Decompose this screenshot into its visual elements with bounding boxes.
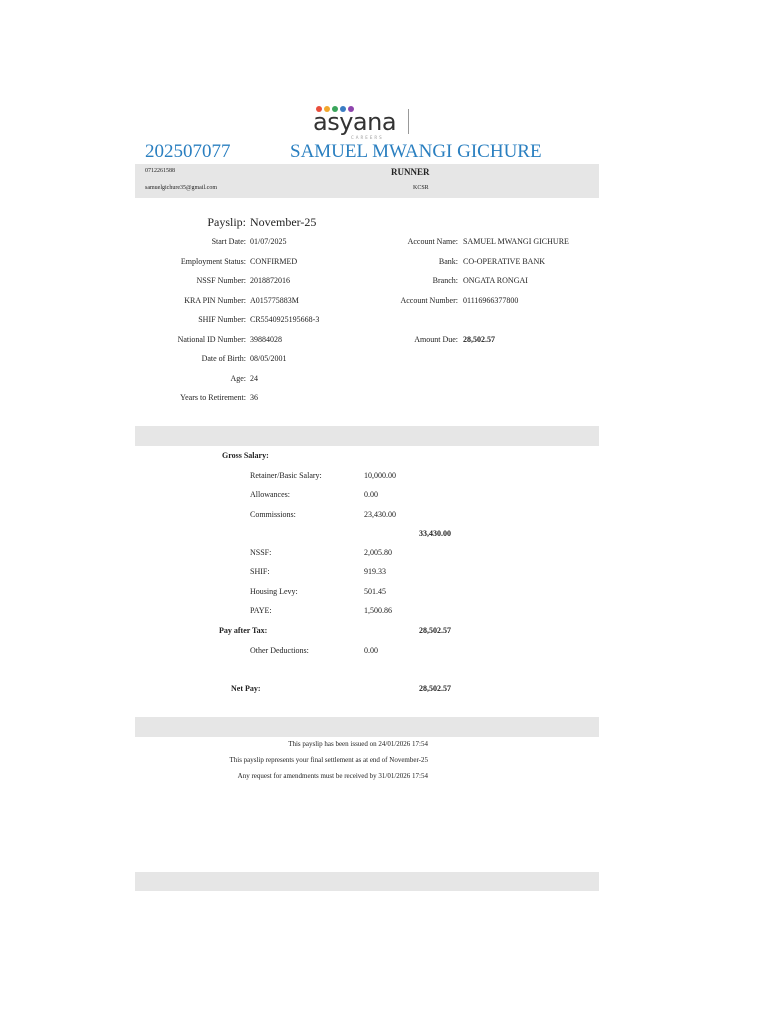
header-band [135, 164, 599, 198]
employee-name: SAMUEL MWANGI GICHURE [290, 141, 542, 162]
nssf-number-label: NSSF Number: [196, 276, 246, 285]
national-id-value: 39884028 [250, 335, 282, 344]
settlement-note: This payslip represents your final settlement as at end of November-25 [229, 756, 428, 764]
issued-note: This payslip has been issued on 24/01/2026 17:54 [288, 740, 428, 748]
section-band [135, 717, 599, 737]
account-name-value: SAMUEL MWANGI GICHURE [463, 237, 569, 246]
section-band [135, 426, 599, 446]
net-pay-value: 28,502.57 [419, 684, 451, 693]
other-deductions-label: Other Deductions: [250, 646, 309, 655]
paye-value: 1,500.86 [364, 606, 392, 615]
commissions-label: Commissions: [250, 510, 296, 519]
date-of-birth-value: 08/05/2001 [250, 354, 287, 363]
years-to-retirement-value: 36 [250, 393, 258, 402]
basic-salary-label: Retainer/Basic Salary: [250, 471, 322, 480]
payslip-label: Payslip: [207, 215, 246, 229]
date-of-birth-label: Date of Birth: [201, 354, 246, 363]
shif-number-label: SHIF Number: [198, 315, 246, 324]
other-deductions-value: 0.00 [364, 646, 378, 655]
employee-email: samuelgichure35@gmail.com [145, 185, 218, 191]
commissions-value: 23,430.00 [364, 510, 396, 519]
employee-department: KCSR [413, 185, 429, 191]
account-number-value: 01116966377800 [463, 296, 519, 305]
housing-levy-value: 501.45 [364, 587, 386, 596]
housing-levy-label: Housing Levy: [250, 587, 298, 596]
kra-pin-value: A015775883M [250, 296, 299, 305]
allowances-value: 0.00 [364, 490, 378, 499]
net-pay-label: Net Pay: [231, 684, 261, 693]
age-label: Age: [230, 374, 246, 383]
footer-band [135, 872, 599, 891]
nssf-value: 2,005.80 [364, 548, 392, 557]
shif-number-value: CR5540925195668-3 [250, 315, 320, 324]
employee-id: 202507077 [145, 141, 231, 162]
payslip-period: November-25 [250, 215, 317, 229]
employee-position: RUNNER [391, 167, 430, 177]
pay-after-tax-label: Pay after Tax: [219, 626, 268, 635]
logo-subtext: CAREERS [351, 135, 384, 140]
shif-value: 919.33 [364, 567, 386, 576]
employment-status-label: Employment Status: [180, 257, 246, 266]
employment-status-value: CONFIRMED [250, 257, 298, 266]
nssf-label: NSSF: [250, 548, 272, 557]
allowances-label: Allowances: [250, 490, 290, 499]
branch-label: Branch: [432, 276, 458, 285]
bank-label: Bank: [438, 257, 458, 266]
shif-label: SHIF: [250, 567, 270, 576]
paye-label: PAYE: [250, 606, 272, 615]
start-date-value: 01/07/2025 [250, 237, 287, 246]
gross-total-value: 33,430.00 [419, 529, 451, 538]
logo-divider [408, 109, 409, 134]
amount-due-value: 28,502.57 [463, 335, 495, 344]
branch-value: ONGATA RONGAI [463, 276, 528, 285]
account-name-label: Account Name: [407, 237, 458, 246]
account-number-label: Account Number: [400, 296, 458, 305]
age-value: 24 [250, 374, 258, 383]
nssf-number-value: 2018872016 [250, 276, 290, 285]
gross-salary-label: Gross Salary: [222, 451, 269, 460]
years-to-retirement-label: Years to Retirement: [180, 393, 246, 402]
company-logo [313, 106, 411, 140]
pay-after-tax-value: 28,502.57 [419, 626, 451, 635]
start-date-label: Start Date: [211, 237, 246, 246]
amendment-note: Any request for amendments must be received by 31/01/2026 17:54 [237, 772, 428, 780]
bank-value: CO-OPERATIVE BANK [463, 257, 545, 266]
national-id-label: National ID Number: [177, 335, 246, 344]
logo-text: asyana [313, 108, 397, 136]
basic-salary-value: 10,000.00 [364, 471, 396, 480]
kra-pin-label: KRA PIN Number: [184, 296, 246, 305]
employee-phone: 0712261588 [145, 168, 175, 174]
amount-due-label: Amount Due: [414, 335, 458, 344]
